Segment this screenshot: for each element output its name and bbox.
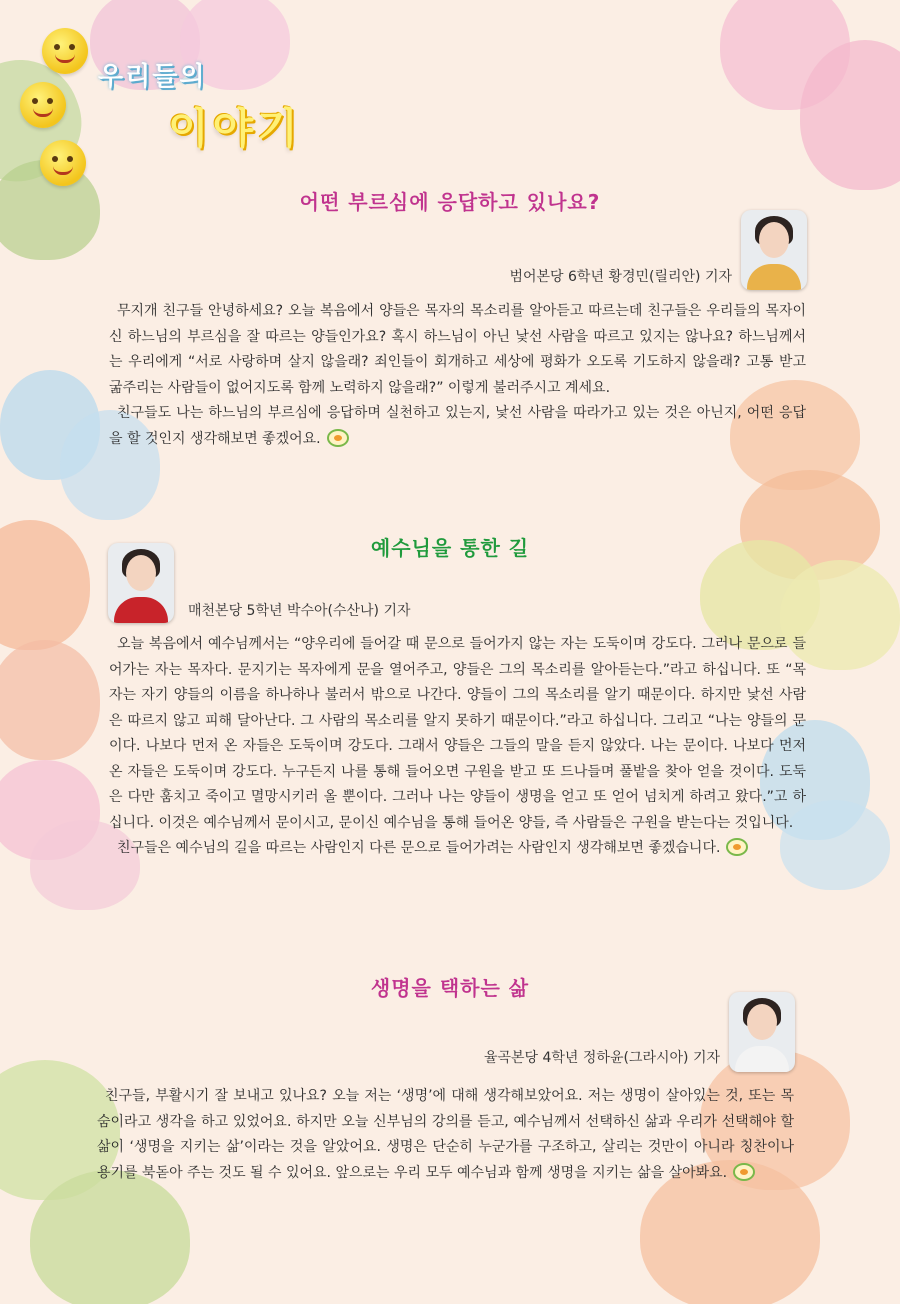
article-paragraph: 무지개 친구들 안녕하세요? 오늘 복음에서 양들은 목자의 목소리를 알아듣고 따르는데 친구들은 우리들의 목자이신 하느님의 부르심을 잘 따르는 양들인가요? 혹시 하느님이 아닌 낯선 사람을 따르고 있지는 않나요? 하느님께서는 우리에게 “서로 사랑하며 살지 않을래? 죄인들이 회개하고 세상에 평화가 오도록 기도하지 않을래? 고통 받고 굶주리는 사람들이 없어지도록 함께 노력하지 않을래?” 이렇게 불러주시고 계세요. <box>109 303 806 396</box>
article-paragraph: 친구들은 예수님의 길을 따르는 사람인지 다른 문으로 들어가려는 사람인지 생각해보면 좋겠습니다. <box>109 836 806 862</box>
reporter-photo <box>729 992 795 1072</box>
article-body <box>109 299 806 452</box>
smiley-icon <box>40 140 86 186</box>
end-mark-icon <box>726 838 748 856</box>
butterfly-decoration-top-right <box>700 0 900 210</box>
end-mark-icon <box>327 429 349 447</box>
masthead-title: 이야기 <box>168 104 302 153</box>
end-mark-icon <box>733 1163 755 1181</box>
reporter-byline: 매천본당 5학년 박수아(수산나) 기자 <box>188 603 411 619</box>
article-paragraph: 친구들, 부활시기 잘 보내고 있나요? 오늘 저는 ‘생명’에 대해 생각해보았어요. 저는 생명이 살아있는 것, 또는 목숨이라고 생각을 하고 있었어요. 하지만 오늘 신부님의 강의를 듣고, 예수님께서 선택하신 삶과 우리가 선택해야 할 삶이 ‘생명을 지키는 삶’이라는 것을 알았어요. 생명은 단순히 누군가를 구조하고, 살리는 것만이 아니라 칭찬이나 용기를 북돋아 주는 것도 될 수 있어요. 앞으로는 우리 모두 예수님과 함께 생명을 지키는 삶을 살아봐요. <box>97 1088 794 1181</box>
article-title: 어떤 부르심에 응답하고 있나요? <box>299 190 601 214</box>
masthead-subtitle: 우리들의 <box>98 62 207 92</box>
reporter-byline: 범어본당 6학년 황경민(릴리안) 기자 <box>509 269 732 285</box>
smiley-icon <box>20 82 66 128</box>
article-paragraph: 친구들도 나는 하느님의 부르심에 응답하며 실천하고 있는지, 낯선 사람을 따라가고 있는 것은 아닌지, 어떤 응답을 할 것인지 생각해보면 좋겠어요. <box>109 405 806 447</box>
smiley-icon <box>42 28 88 74</box>
article-title: 생명을 택하는 삶 <box>370 976 530 1000</box>
reporter-photo <box>741 210 807 290</box>
article-title: 예수님을 통한 길 <box>370 536 530 560</box>
reporter-byline: 율곡본당 4학년 정하윤(그라시아) 기자 <box>483 1050 720 1066</box>
article-paragraph: 오늘 복음에서 예수님께서는 “양우리에 들어갈 때 문으로 들어가지 않는 자는 도둑이며 강도다. 그러나 문으로 들어가는 자는 목자다. 문지기는 목자에게 문을 열어주고, 양들은 그의 목소리를 알아듣는다.”라고 하십니다. 또 “목자는 자기 양들의 이름을 하나하나 불러서 밖으로 나간다. 양들이 그의 목소리를 알기 때문이다. 하지만 낯선 사람은 따르지 않고 피해 달아난다. 그 사람의 목소리를 알지 못하기 때문이다.”라고 하십니다. 그리고 “나는 양들의 문이다. 나보다 먼저 온 자들은 도둑이며 강도다. 그래서 양들은 그들의 말을 듣지 않았다. 나는 문이다. 나보다 먼저 온 자들은 도둑이며 강도다. 누구든지 나를 통해 들어오면 구원을 받고 또 드나들며 풀밭을 찾아 얻을 것이다. 도둑은 다만 훔치고 죽이고 멸망시키러 올 뿐이다. 그러나 나는 양들이 생명을 얻고 또 얻어 넘치게 하려고 왔다.”고 하십니다. 이것은 예수님께서 문이시고, 문이신 예수님을 통해 들어온 양들, 즉 사람들은 구원을 받는다는 것입니다. <box>109 636 806 831</box>
article-body <box>109 632 806 862</box>
masthead <box>0 0 330 200</box>
reporter-photo <box>108 543 174 623</box>
article-body <box>97 1084 794 1186</box>
